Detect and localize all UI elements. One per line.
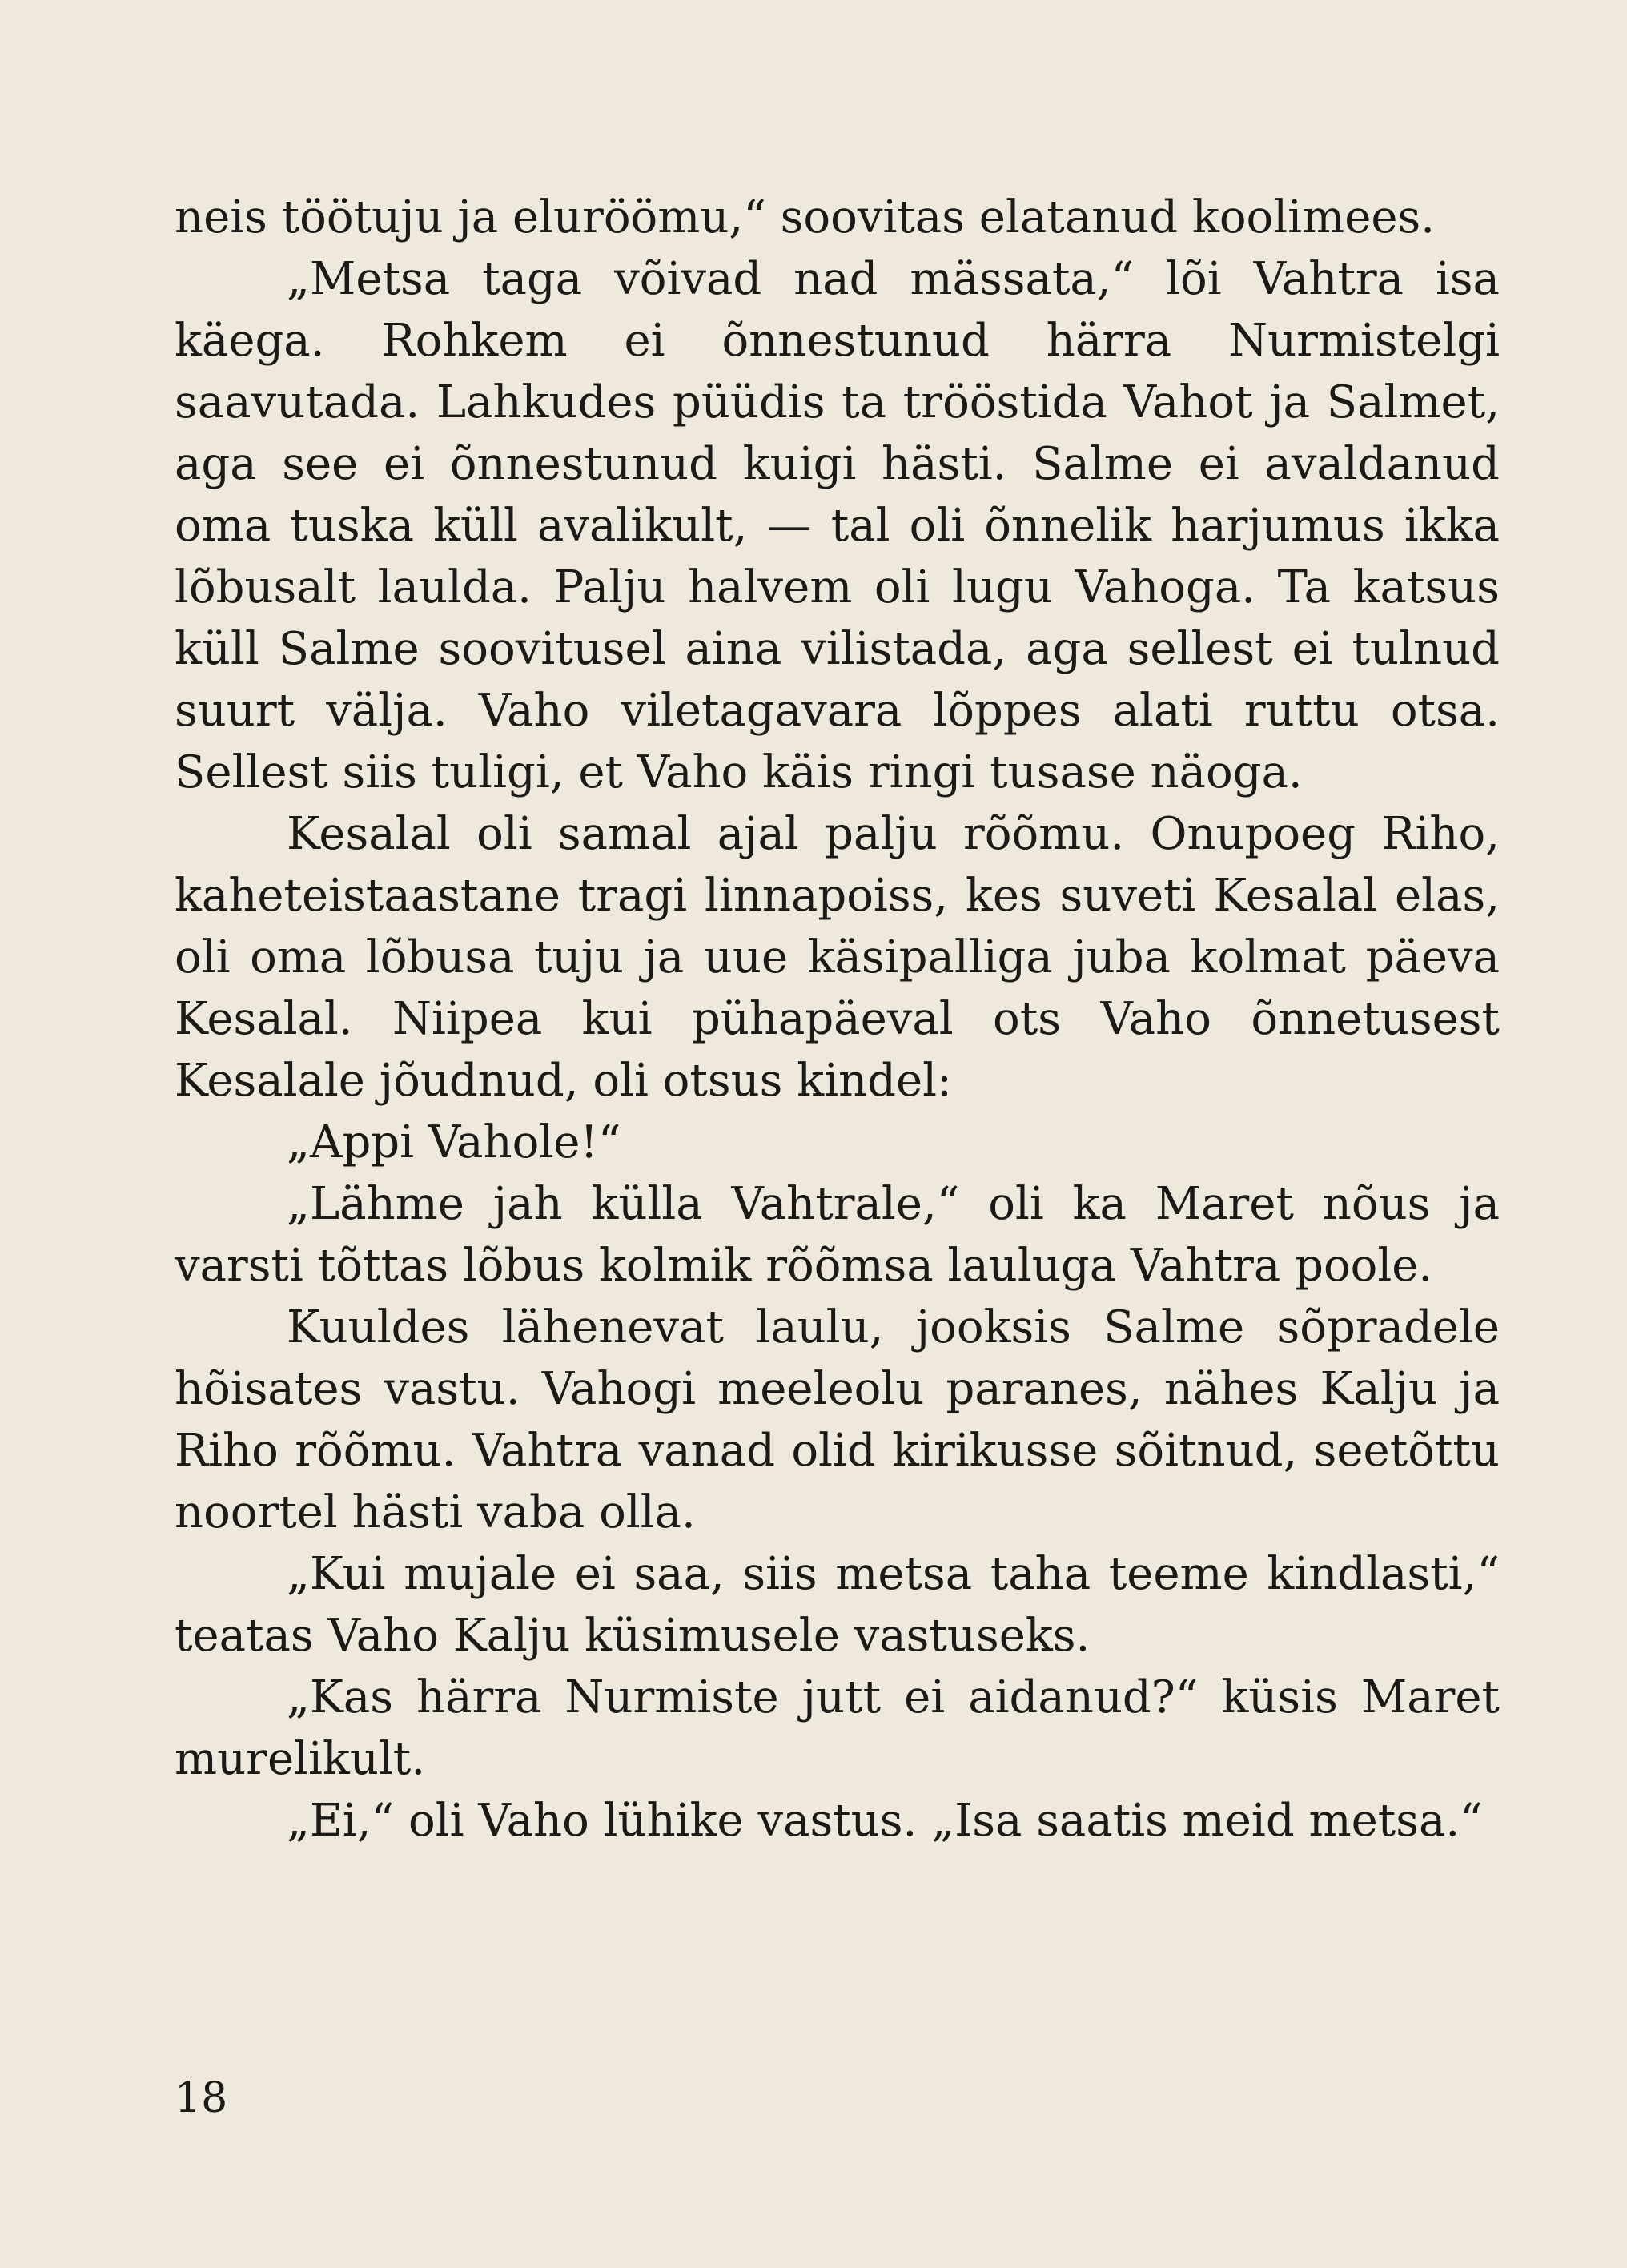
paragraph-6: Kuuldes lähenevat laulu, jooksis Salme sõpradele hõisates vastu. Vahogi meeleolu paranes, nähes Kalju ja Riho rõõmu. Vahtra vanad olid kirikusse sõitnud, seetõttu noortel hästi vaba olla. [175,1301,1500,1538]
body-text [175,187,1500,1852]
paragraph-5: „Lähme jah külla Vahtrale,“ oli ka Maret nõus ja varsti tõttas lõbus kolmik rõõmsa lauluga Vahtra poole. [175,1178,1500,1292]
paragraph-9: „Ei,“ oli Vaho lühike vastus. „Isa saatis meid metsa.“ [287,1795,1483,1847]
page-number: 18 [175,2074,228,2122]
paragraph-8: „Kas härra Nurmiste jutt ei aidanud?“ küsis Maret murelikult. [175,1671,1500,1785]
paragraph-3: Kesalal oli samal ajal palju rõõmu. Onupoeg Riho, kaheteistaastane tragi linnapoiss, kes suveti Kesalal elas, oli oma lõbusa tuju ja uue käsipalliga juba kolmat päeva Kesalal. Niipea kui pühapäeval ots Vaho õnnetusest Kesalale jõudnud, oli otsus kindel: [175,808,1500,1107]
paragraph-1: neis töötuju ja eluröömu,“ soovitas elatanud koolimees. [175,191,1436,243]
paragraph-4: „Appi Vahole!“ [287,1116,621,1168]
paragraph-7: „Kui mujale ei saa, siis metsa taha teeme kindlasti,“ teatas Vaho Kalju küsimusele vastuseks. [175,1548,1500,1662]
paragraph-2: „Metsa taga võivad nad mässata,“ lõi Vahtra isa käega. Rohkem ei õnnestunud härra Nurmistelgi saavutada. Lahkudes püüdis ta trööstida Vahot ja Salmet, aga see ei õnnestunud kuigi hästi. Salme ei avaldanud oma tuska küll avalikult, — tal oli õnnelik harjumus ikka lõbusalt laulda. Palju halvem oli lugu Vahoga. Ta katsus küll Salme soovitusel aina vilistada, aga sellest ei tulnud suurt välja. Vaho viletagavara lõppes alati ruttu otsa. Sellest siis tuligi, et Vaho käis ringi tusase näoga. [175,253,1500,798]
